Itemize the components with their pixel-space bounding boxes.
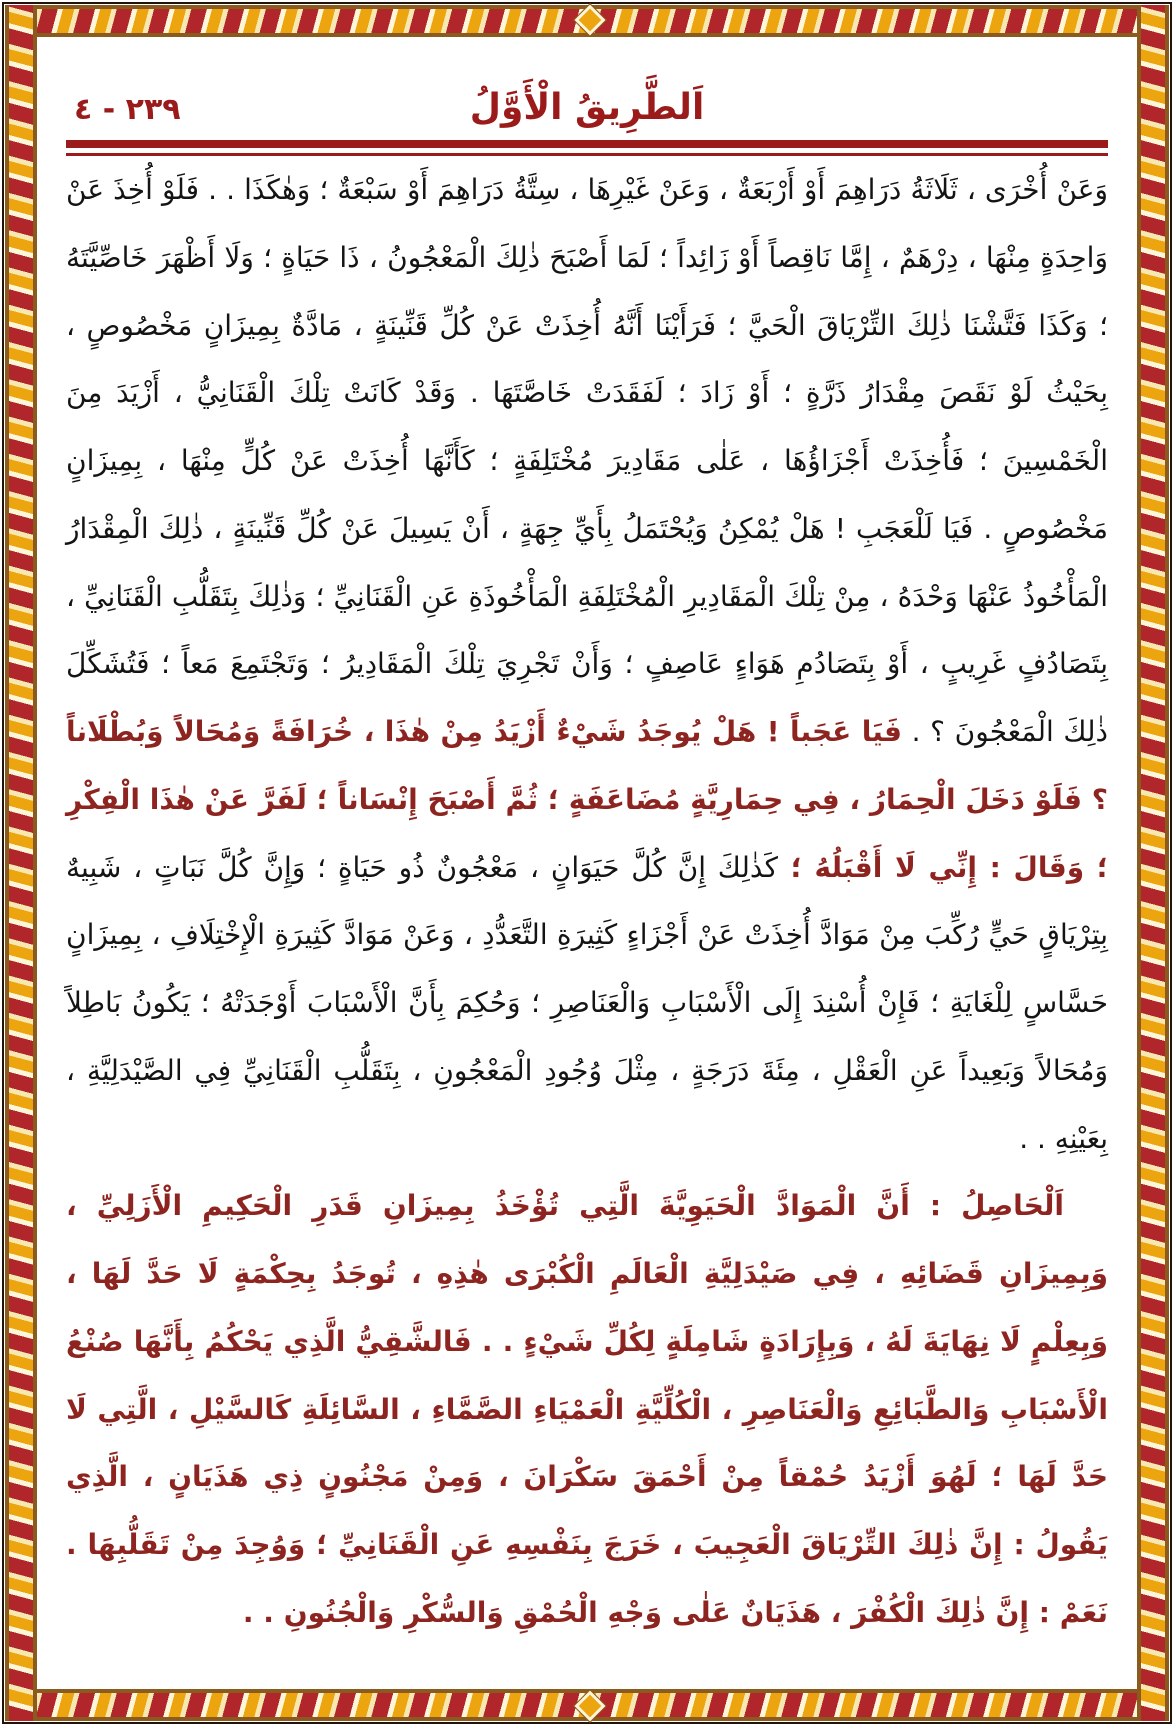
page-header — [66, 78, 1108, 140]
header-rule-thick — [66, 140, 1108, 148]
paragraph-1-segment-black-1: وَعَنْ أُخْرَى ، ثَلَاثَةُ دَرَاهِمَ أَوْ أَرْبَعَةٌ ، وَعَنْ غَيْرِهَا ، سِتَّةُ دَرَاهِمَ أَوْ سَبْعَةٌ ؛ وَهٰكَذَا . . فَلَوْ أُخِذَ عَنْ وَاحِدَةٍ مِنْهَا ، دِرْهَمٌ ، إِمَّا نَاقِصاً أَوْ زَائِداً ؛ لَمَا أَصْبَحَ ذٰلِكَ الْمَعْجُونُ ، ذَا حَيَاةٍ ؛ وَلَا أَظْهَرَ خَاصِّيَّتَهُ ؛ وَكَذَا فَتَّشْنَا ذٰلِكَ التِّرْيَاقَ الْحَيَّ ؛ فَرَأَيْنَا أَنَّهُ أُخِذَتْ عَنْ كُلِّ قَنِّينَةٍ ، مَادَّةٌ بِمِيزَانٍ مَخْصُوصٍ ، بِحَيْثُ لَوْ نَقَصَ مِقْدَارُ ذَرَّةٍ ؛ أَوْ زَادَ ؛ لَفَقَدَتْ خَاصَّتَهَا . وَقَدْ كَانَتْ تِلْكَ الْقَنَانِيُّ ، أَزْيَدَ مِنَ الْخَمْسِينَ ؛ فَأُخِذَتْ أَجْزَاؤُهَا ، عَلٰى مَقَادِيرَ مُخْتَلِفَةٍ ؛ كَأَنَّهَا أُخِذَتْ عَنْ كُلٍّ مِنْهَا ، بِمِيزَانٍ مَخْصُوصٍ . فَيَا لَلْعَجَبِ ! هَلْ يُمْكِنُ وَيُحْتَمَلُ بِأَيِّ جِهَةٍ ، أَنْ يَسِيلَ عَنْ كُلِّ قَنِّينَةٍ ، ذٰلِكَ الْمِقْدَارُ الْمَأْخُوذُ عَنْهَا وَحْدَهُ ، مِنْ تِلْكَ الْمَقَادِيرِ الْمُخْتَلِفَةِ الْمَأْخُوذَةِ عَنِ الْقَنَانِيِّ ؛ وَذٰلِكَ بِتَقَلُّبِ الْقَنَانِيِّ ، بِتَصَادُفٍ غَرِيبٍ ، أَوْ بِتَصَادُمِ هَوَاءٍ عَاصِفٍ ؛ وَأَنْ تَجْرِيَ تِلْكَ الْمَقَادِيرُ ؛ وَتَجْتَمِعَ مَعاً ؛ فَتُشَكِّلَ ذٰلِكَ الْمَعْجُونَ ؟ . — [66, 173, 1109, 748]
paragraph-1-segment-red: فَيَا عَجَباً ! هَلْ يُوجَدُ شَيْءٌ أَزْيَدُ مِنْ هٰذَا ، خُرَافَةً وَمُحَالاً وَبُطْلَاناً ؟ فَلَوْ دَخَلَ الْحِمَارُ ، فِي حِمَارِيَّةٍ مُضَاعَفَةٍ ؛ ثُمَّ أَصْبَحَ إِنْسَاناً ؛ لَفَرَّ عَنْ هٰذَا الْفِكْرِ ؛ وَقَالَ : إِنِّي لَا أَقْبَلُهُ ؛ — [66, 715, 1108, 884]
frame-border-right — [1137, 5, 1169, 1721]
paragraph-conclusion — [66, 1172, 1108, 1646]
paragraph-2-segment-red: اَلْحَاصِلُ : أَنَّ الْمَوَادَّ الْحَيَوِيَّةَ الَّتِي تُؤْخَذُ بِمِيزَانِ قَدَرِ الْحَكِيمِ الْأَزَلِيِّ ، وَبِمِيزَانِ قَضَائِهِ ، فِي صَيْدَلِيَّةِ الْعَالَمِ الْكُبْرَى هٰذِهِ ، تُوجَدُ بِحِكْمَةٍ لَا حَدَّ لَهَا ، وَبِعِلْمٍ لَا نِهَايَةَ لَهُ ، وَبِإِرَادَةٍ شَامِلَةٍ لِكُلِّ شَيْءٍ . . فَالشَّقِيُّ الَّذِي يَحْكُمُ بِأَنَّهَا صُنْعُ الْأَسْبَابِ وَالطَّبَائِعِ وَالْعَنَاصِرِ ، الْكُلِّيَّةِ الْعَمْيَاءِ الصَّمَّاءِ ، السَّائِلَةِ كَالسَّيْلِ ، الَّتِي لَا حَدَّ لَهَا ؛ لَهُوَ أَزْيَدُ حُمْقاً مِنْ أَحْمَقَ سَكْرَانَ ، وَمِنْ مَجْنُونٍ ذِي هَذَيَانٍ ، الَّذِي يَقُولُ : إِنَّ ذٰلِكَ التِّرْيَاقَ الْعَجِيبَ ، خَرَجَ بِنَفْسِهِ عَنِ الْقَنَانِيِّ ؛ وَوُجِدَ مِنْ تَقَلُّبِهَا . نَعَمْ : إِنَّ ذٰلِكَ الْكُفْرَ ، هَذَيَانٌ عَلٰى وَجْهِ الْحُمْقِ وَالسُّكْرِ وَالْجُنُونِ . . — [66, 1189, 1108, 1629]
page-title: اَلطَّرِيقُ الْأَوَّلُ — [469, 87, 705, 128]
paragraph-1-segment-black-2: كَذٰلِكَ إِنَّ كُلَّ حَيَوَانٍ ، مَعْجُونٌ ذُو حَيَاةٍ ؛ وَإِنَّ كُلَّ نَبَاتٍ ، شَبِيهٌ بِتِرْيَاقٍ حَيٍّ رُكِّبَ مِنْ مَوَادَّ أُخِذَتْ عَنْ أَجْزَاءٍ كَثِيرَةِ التَّعَدُّدِ ، وَعَنْ مَوَادَّ كَثِيرَةِ الْإِخْتِلَافِ ، بِمِيزَانٍ حَسَّاسٍ لِلْغَايَةِ ؛ فَإِنْ أُسْنِدَ إِلَى الْأَسْبَابِ وَالْعَنَاصِرِ ؛ وَحُكِمَ بِأَنَّ الْأَسْبَابَ أَوْجَدَتْهُ ؛ يَكُونُ بَاطِلاً وَمُحَالاً وَبَعِيداً عَنِ الْعَقْلِ ، مِئَةَ دَرَجَةٍ ، مِثْلَ وُجُودِ الْمَعْجُونِ ، بِتَقَلُّبِ الْقَنَانِيِّ فِي الصَّيْدَلِيَّةِ ، بِعَيْنِهِ . . — [66, 850, 1108, 1155]
paragraph-continuation — [66, 156, 1108, 1172]
body-text — [66, 156, 1108, 1647]
frame-border-left — [5, 5, 37, 1721]
page-content — [66, 78, 1108, 1666]
page-number: ٢٣٩ - ٤ — [74, 92, 181, 127]
